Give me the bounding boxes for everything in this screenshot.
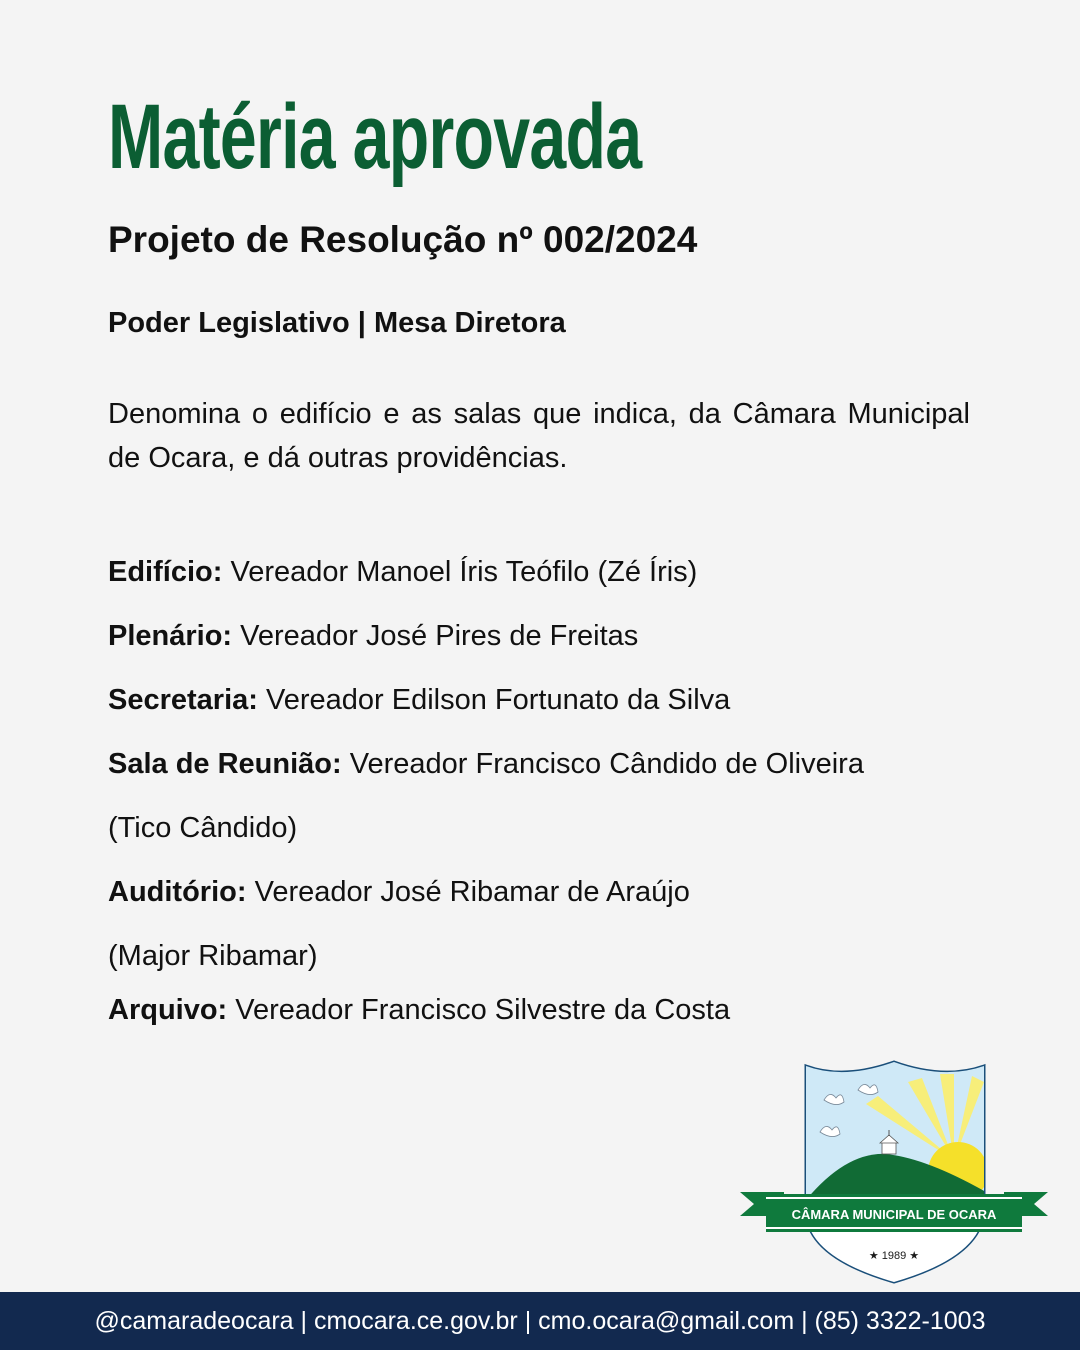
room-value: (Tico Cândido) — [108, 812, 298, 844]
resolution-number: Projeto de Resolução nº 002/2024 — [108, 219, 698, 260]
room-value: Vereador José Pires de Freitas — [232, 620, 639, 652]
author-line: Poder Legislativo | Mesa Diretora — [108, 307, 566, 339]
year-text: ★ 1989 ★ — [868, 1250, 920, 1262]
room-line-arquivo — [108, 991, 730, 1029]
room-value: Vereador Francisco Silvestre da Costa — [227, 994, 731, 1026]
room-value: (Major Ribamar) — [108, 940, 318, 972]
room-label: Auditório: — [108, 876, 247, 908]
room-line-sala-reuniao — [108, 745, 864, 783]
room-label: Sala de Reunião: — [108, 748, 342, 780]
room-value: Vereador Manoel Íris Teófilo (Zé Íris) — [222, 556, 698, 588]
room-line-sala-reuniao-cont — [108, 809, 297, 847]
room-line-auditorio-cont — [108, 937, 317, 975]
room-value: Vereador José Ribamar de Araújo — [246, 876, 690, 908]
footer-bar — [0, 1292, 1080, 1350]
room-label: Plenário: — [108, 620, 233, 652]
room-value: Vereador Francisco Cândido de Oliveira — [341, 748, 864, 780]
room-value: Vereador Edilson Fortunato da Silva — [257, 684, 731, 716]
room-line-secretaria — [108, 681, 730, 719]
room-line-plenario — [108, 617, 638, 655]
banner-text: CÂMARA MUNICIPAL DE OCARA — [791, 1207, 997, 1222]
room-label: Edifício: — [108, 556, 223, 588]
footer-contacts: @camaradeocara | cmocara.ce.gov.br | cmo.ocara@gmail.com | (85) 3322-1003 — [94, 1306, 986, 1335]
room-label: Secretaria: — [108, 684, 258, 716]
room-line-auditorio — [108, 873, 690, 911]
page-title: Matéria aprovada — [108, 86, 642, 188]
room-line-edificio — [108, 553, 697, 591]
camara-crest-logo — [736, 1060, 1052, 1286]
room-label: Arquivo: — [108, 994, 228, 1026]
summary-text: Denomina o edifício e as salas que indica, da Câmara Municipal de Ocara, e dá outras providências. — [108, 398, 970, 474]
